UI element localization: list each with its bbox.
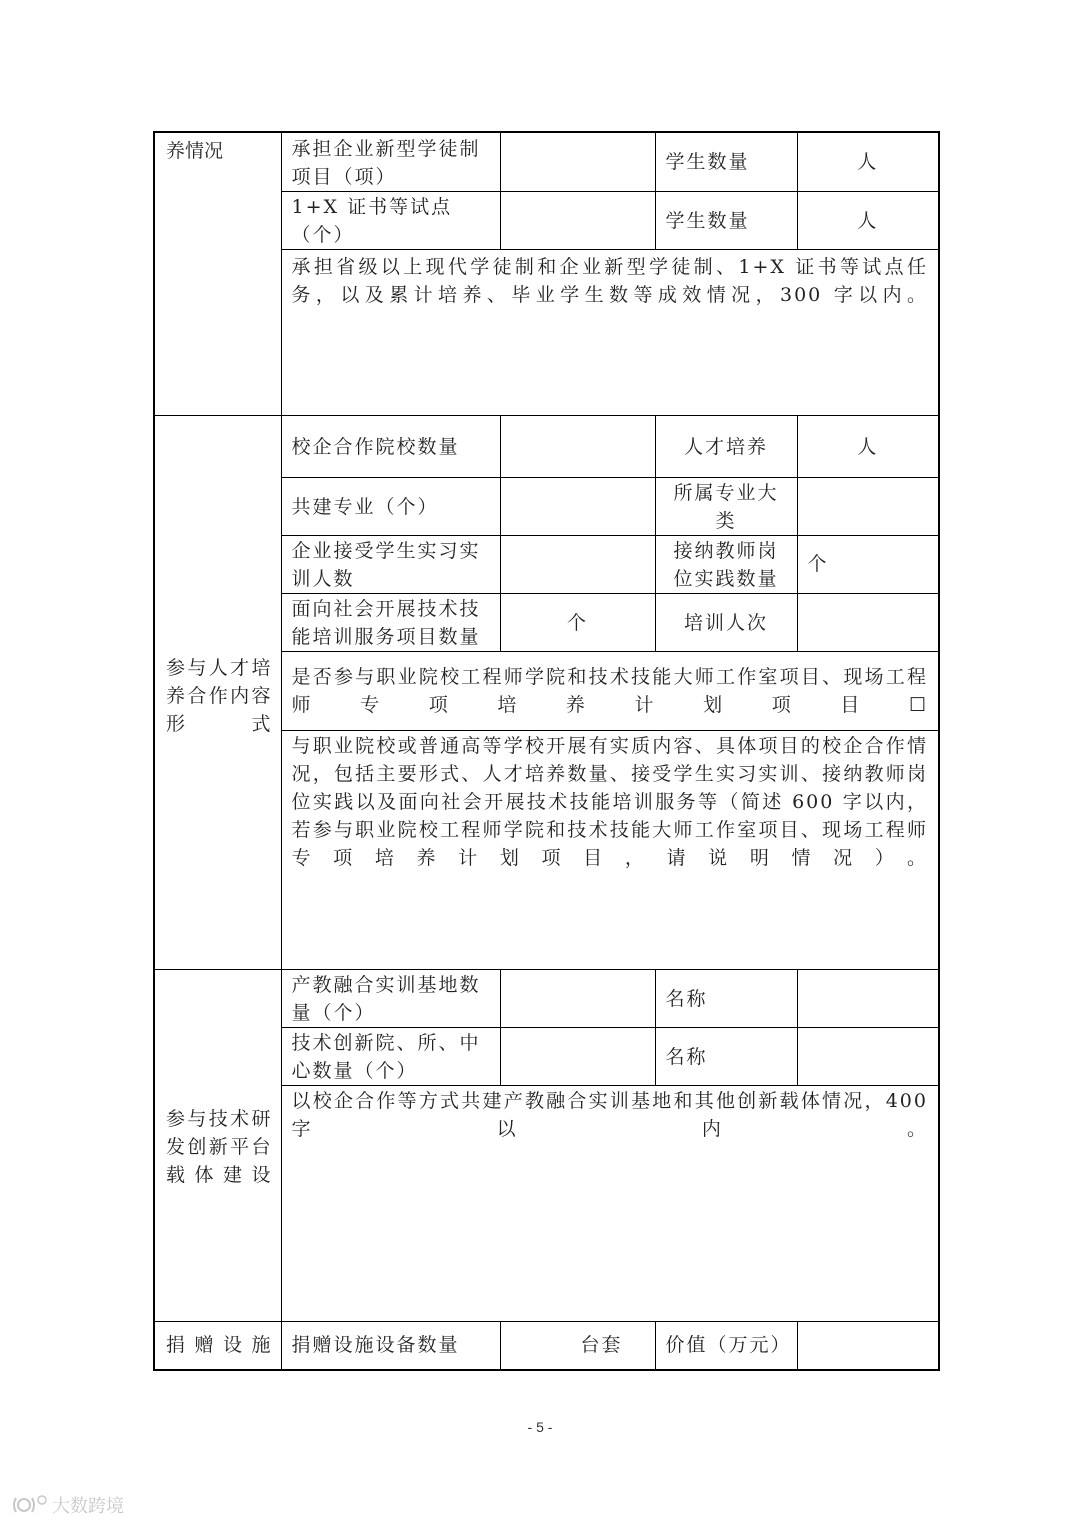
field-value-training-attendance[interactable] xyxy=(797,594,939,652)
field-label-training-bases: 产教融合实训基地数量（个） xyxy=(281,970,500,1028)
field-value-student-count-2[interactable] xyxy=(797,192,939,250)
unit-person: 人 xyxy=(857,209,879,232)
application-form-table xyxy=(153,131,940,1371)
section-category-donation xyxy=(154,1322,281,1370)
checkbox-text: 是否参与职业院校工程师学院和技术技能大师工作室项目、现场工程师专项培养计划项目☐ xyxy=(291,666,928,716)
field-label-training-projects: 面向社会开展技术技能培训服务项目数量 xyxy=(281,594,500,652)
field-value-training-bases[interactable] xyxy=(500,970,655,1028)
note-text: 以校企合作等方式共建产教融合实训基地和其他创新载体情况，400 字以内。 xyxy=(291,1090,928,1140)
field-value-donated-equipment[interactable] xyxy=(500,1322,655,1370)
note-text: 承担省级以上现代学徒制和企业新型学徒制、1+X 证书等试点任务，以及累计培养、毕业学生数等成效情况，300 字以内。 xyxy=(291,256,928,306)
field-value-joint-majors[interactable] xyxy=(500,478,655,536)
field-label-name: 名称 xyxy=(655,970,797,1028)
page-number: - 5 - xyxy=(527,1419,553,1435)
field-label-innovation-centers: 技术创新院、所、中心数量（个） xyxy=(281,1028,500,1086)
field-label-student-count-2: 学生数量 xyxy=(655,192,797,250)
field-value-name[interactable] xyxy=(797,970,939,1028)
field-label-apprenticeship-projects: 承担企业新型学徒制项目（项） xyxy=(281,132,500,192)
field-value-major-category[interactable] xyxy=(797,478,939,536)
field-value-name-2[interactable] xyxy=(797,1028,939,1086)
field-label-donated-equipment: 捐赠设施设备数量 xyxy=(281,1322,500,1370)
section-category-talent-cooperation xyxy=(154,416,281,970)
unit-person: 人 xyxy=(857,151,879,173)
field-value-training-projects[interactable] xyxy=(500,594,655,652)
field-label-training-attendance: 培训人次 xyxy=(655,594,797,652)
field-label-major-category: 所属专业大类 xyxy=(655,478,797,536)
field-value-value[interactable] xyxy=(797,1322,939,1370)
field-label-1x-pilot: 1+X 证书等试点（个） xyxy=(281,192,500,250)
section-category-training: 养情况 xyxy=(154,132,281,416)
field-value-1x-pilot[interactable] xyxy=(500,192,655,250)
unit-item: 个 xyxy=(566,611,588,634)
note-cooperation-details[interactable] xyxy=(281,731,939,970)
field-value-student-count[interactable] xyxy=(797,132,939,192)
section-category-innovation-platform xyxy=(154,970,281,1322)
field-label-student-count: 学生数量 xyxy=(655,132,797,192)
unit-item: 个 xyxy=(807,553,829,575)
field-value-teacher-practice[interactable] xyxy=(797,536,939,594)
field-label-name-2: 名称 xyxy=(655,1028,797,1086)
field-label-teacher-practice: 接纳教师岗位实践数量 xyxy=(655,536,797,594)
category-text: 捐赠设施 xyxy=(166,1334,271,1357)
checkbox-engineer-college-project[interactable] xyxy=(281,652,939,731)
unit-set: 台套 xyxy=(580,1334,623,1357)
field-value-partner-schools[interactable] xyxy=(500,416,655,478)
field-value-internship-count[interactable] xyxy=(500,536,655,594)
watermark xyxy=(10,1490,150,1520)
field-label-internship-count: 企业接受学生实习实训人数 xyxy=(281,536,500,594)
category-text: 参与技术研发创新平台载体建设 xyxy=(166,1108,271,1186)
field-value-innovation-centers[interactable] xyxy=(500,1028,655,1086)
note-text: 与职业院校或普通高等学校开展有实质内容、具体项目的校企合作情况，包括主要形式、人才培养数量、接受学生实习实训、接纳教师岗位实践以及面向社会开展技术技能培训服务等（简述 600 字以内，若参与职业院校工程师学院和技术技能大师工作室项目、现场工程师专项培养计划项目，请说明情况）。 xyxy=(291,735,928,869)
field-label-talent-training: 人才培养 xyxy=(655,416,797,478)
unit-person: 人 xyxy=(857,435,879,458)
category-text: 参与人才培养合作内容形式 xyxy=(166,657,271,735)
note-apprenticeship-results[interactable] xyxy=(281,250,939,416)
field-label-partner-schools: 校企合作院校数量 xyxy=(281,416,500,478)
note-innovation-carriers[interactable] xyxy=(281,1086,939,1322)
field-value-apprenticeship-projects[interactable] xyxy=(500,132,655,192)
logo-icon xyxy=(10,1490,150,1520)
field-label-value: 价值（万元） xyxy=(655,1322,797,1370)
watermark-text: 大数跨境 xyxy=(52,1496,124,1517)
field-value-talent-training[interactable] xyxy=(797,416,939,478)
field-label-joint-majors: 共建专业（个） xyxy=(281,478,500,536)
